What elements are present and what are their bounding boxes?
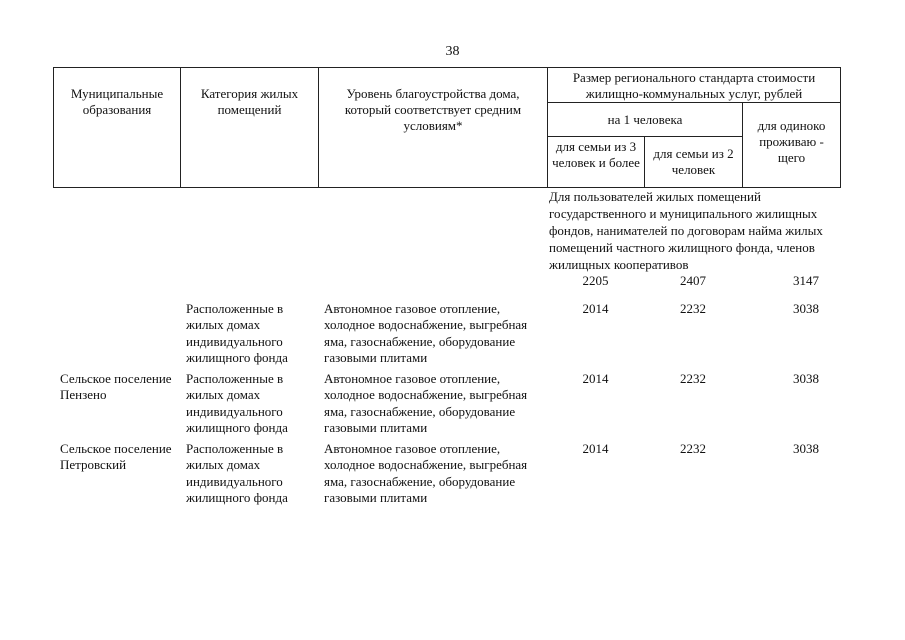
total-family2: 2407: [680, 273, 706, 288]
table-row: [53, 301, 840, 371]
row-level: Автономное газовое отопление, холодное водоснабжение, выгребная яма, газоснабжение, оборудование газовыми плитами: [324, 371, 528, 436]
header-family3: для семьи из 3 человек и более: [548, 137, 645, 188]
row-value-family2: 2232: [680, 441, 706, 456]
row-value-single: 3038: [793, 441, 819, 456]
row-value-family3: 2014: [582, 441, 609, 456]
row-municipality: Сельское поселение Петровский: [60, 441, 172, 473]
table-header: [53, 67, 841, 188]
header-category: Категория жилых помещений: [181, 68, 319, 188]
total-single: 3147: [793, 273, 819, 288]
row-value-family3: 2014: [582, 371, 609, 386]
row-category: Расположенные в жилых домах индивидуального жилищного фонда: [186, 301, 288, 366]
header-single: для одиноко проживаю - щего: [743, 103, 841, 188]
row-value-single: 3038: [793, 301, 819, 316]
row-category: Расположенные в жилых домах индивидуального жилищного фонда: [186, 371, 288, 436]
table-row: [53, 371, 840, 441]
header-standard-size: Размер регионального стандарта стоимости жилищно-коммунальных услуг, рублей: [548, 68, 841, 103]
table-body: [53, 188, 840, 511]
page-number: 38: [445, 44, 460, 59]
total-family3: 2205: [582, 273, 609, 288]
row-value-family3: 2014: [582, 301, 609, 316]
row-value-single: 3038: [793, 371, 819, 386]
row-level: Автономное газовое отопление, холодное водоснабжение, выгребная яма, газоснабжение, оборудование газовыми плитами: [324, 301, 528, 366]
header-level: Уровень благоустройства дома, который соответствует средним условиям*: [319, 68, 548, 188]
row-level: Автономное газовое отопление, холодное водоснабжение, выгребная яма, газоснабжение, оборудование газовыми плитами: [324, 441, 528, 506]
row-municipality: [53, 301, 180, 371]
header-municipalities: Муниципальные образования: [54, 68, 181, 188]
row-value-family2: 2232: [680, 301, 706, 316]
row-value-family2: 2232: [680, 371, 706, 386]
table-row: [53, 441, 840, 511]
note-text: Для пользователей жилых помещений государственного и муниципального жилищных фондов, нанимателей по договорам найма жилых помещений частного жилищного фонда, членов жилищных кооперативов: [549, 189, 823, 272]
header-family2: для семьи из 2 человек: [645, 137, 743, 188]
row-category: Расположенные в жилых домах индивидуального жилищного фонда: [186, 441, 288, 506]
row-municipality: Сельское поселение Пензено: [60, 371, 172, 403]
header-per-person: на 1 человека: [548, 103, 743, 137]
